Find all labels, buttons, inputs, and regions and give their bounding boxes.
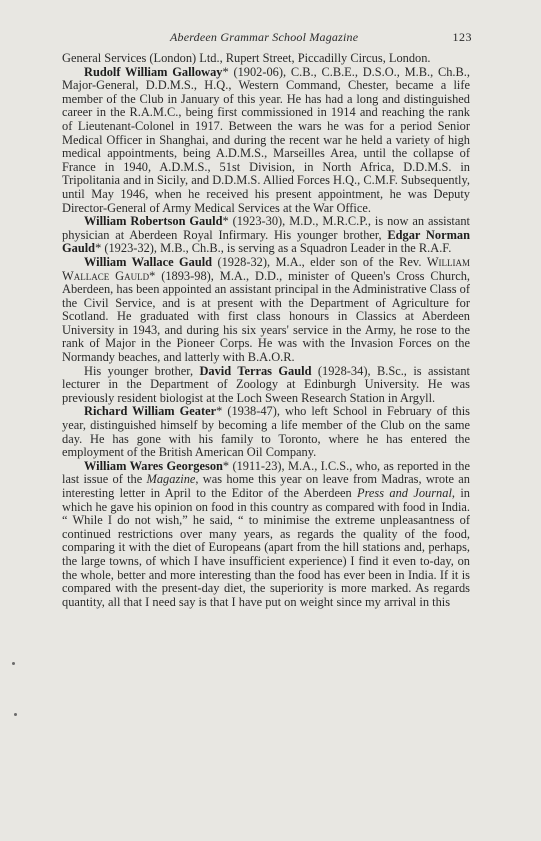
- paragraph-text: * (1923-30), M.D., M.R.C.P., is now an assistant physician at Aberdeen Royal Infirmary. His younger brother,: [62, 214, 470, 242]
- person-name: Rudolf William Galloway: [84, 64, 223, 79]
- body-text: [62, 52, 470, 609]
- paragraph-text: General Services (London) Ltd., Rupert Street, Piccadilly Circus, London.: [62, 51, 431, 65]
- paragraph-p2: [62, 215, 470, 256]
- paragraph-text: * (1911-23), M.A., I.C.S., who, as reported in the last issue of the: [62, 458, 470, 487]
- margin-dot-mark: [14, 713, 17, 716]
- person-name: William Robertson Gauld: [84, 214, 223, 229]
- margin-dot-mark: [12, 662, 15, 665]
- paragraph-p0: [62, 52, 470, 66]
- paragraph-text: , was home this year on leave from Madras, wrote an interesting letter in April to the Editor of the Aberdeen: [62, 472, 470, 500]
- paragraph-text: (1928-34), B.Sc., is assistant lecturer in the Department of Zoology at Edinburgh University. He was previously resident biologist at the Loch Sween Research Station in Argyll.: [62, 363, 470, 405]
- paragraph-text: His younger brother,: [84, 363, 200, 378]
- paragraph-text: (1928-32), M.A., elder son of the Rev.: [212, 254, 427, 269]
- paragraph-p5: [62, 405, 470, 459]
- publication-title: Magazine: [146, 472, 196, 487]
- paragraph-p3: [62, 256, 470, 365]
- paragraph-text: * (1923-32), M.B., Ch.B., is serving as a Squadron Leader in the R.A.F.: [95, 241, 452, 256]
- paragraph-p6: [62, 460, 470, 610]
- person-name: David Terras Gauld: [199, 363, 312, 378]
- person-name: William Wallace Gauld: [84, 254, 213, 269]
- person-name-small-caps: William Wallace Gauld: [62, 254, 470, 283]
- person-name: William Wares Georgeson: [84, 458, 223, 473]
- paragraph-text: * (1902-06), C.B., C.B.E., D.S.O., M.B., Ch.B., Major-General, D.D.M.S., H.Q., Western Command, Chester, became a life member of the Club in January of this year. He has had a long and distinguished career in the R.A.M.C., being first commissioned in 1914 and reaching the rank of Lieutenant-Colonel in 1917. Between the wars he was for a period Senior Medical Officer in Shanghai, and during the recent war he held a variety of high medical appointments, being A.D.M.S., Marseilles Area, until the collapse of France in 1940, A.D.M.S., 51st Division, in North Africa, D.D.M.S. in Tripolitania and in Sicily, and D.D.M.S. Allied Forces H.Q., C.M.F. Subsequently, until May 1946, when he received his present appointment, he was Deputy Director-General of Army Medical Services at the War Office.: [62, 64, 470, 215]
- person-name: Richard William Geater: [84, 404, 217, 419]
- running-head: [60, 30, 470, 48]
- publication-title: Press and Journal: [357, 486, 452, 500]
- person-name: Edgar Norman Gauld: [62, 227, 470, 256]
- paragraph-text: , in which he gave his opinion on food in this country as compared with food in India. “ While I do not wish,” he said, “ to minimise the extreme unpleasantness of continued restrictions over many years, as regards the quality of the food, comparing it with the diet of Europeans (apart from the hill stations and, perhaps, the large towns, of which I have insufficient experience) I find it even to-day, on the whole, better and more interesting than the food has ever been in India. If it is compared with the present-day diet, the superiority is more marked. As regards quantity, all that I need say is that I have put on weight since my arrival in this: [62, 486, 470, 609]
- paragraph-p4: [62, 365, 470, 406]
- running-title: Aberdeen Grammar School Magazine: [170, 30, 359, 44]
- page-number: 123: [452, 30, 472, 44]
- paragraph-p1: [62, 66, 470, 216]
- paragraph-text: * (1893-98), M.A., D.D., minister of Queen's Cross Church, Aberdeen, has been appointed an assistant principal in the Administrative Class of the Civil Service, and is at present with the Department of Agriculture for Scotland. He graduated with first class honours in Classics at Aberdeen University in 1943, and during his six years' service in the Army, he rose to the rank of Major in the Pioneer Corps. He was with the Invasion Forces on the Normandy beaches, and latterly with B.A.O.R.: [62, 268, 470, 365]
- paragraph-text: * (1938-47), who left School in February of this year, distinguished himself by becoming a life member of the Club on the same day. He has gone with his family to Toronto, where he has entered the employment of the British American Oil Company.: [62, 404, 471, 460]
